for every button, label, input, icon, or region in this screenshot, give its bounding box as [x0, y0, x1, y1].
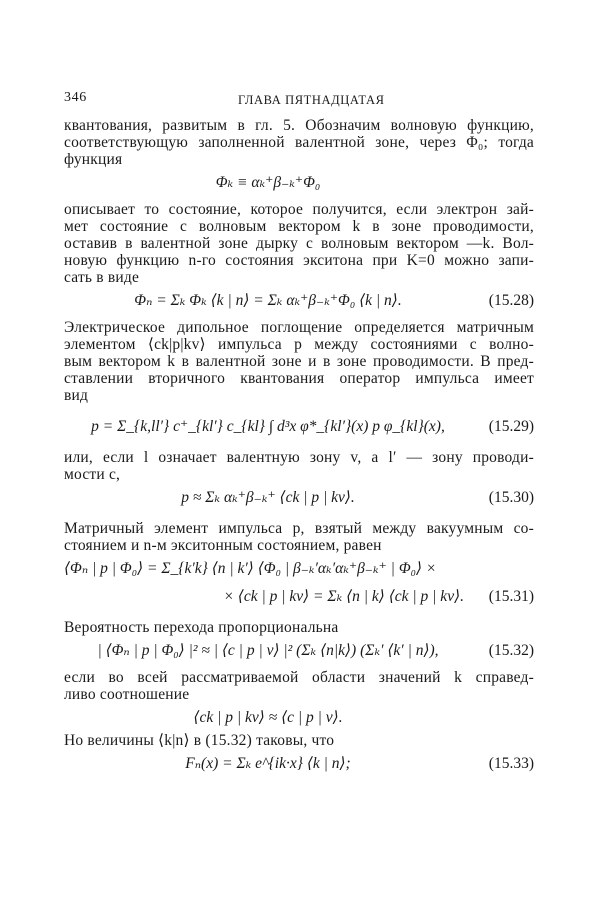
equation-15-30: p ≈ Σₖ αₖ⁺β₋ₖ⁺ ⟨ck | p | kv⟩.	[181, 489, 355, 506]
equation-number: (15.31)	[488, 588, 534, 605]
text-line: Матричный элемент импульса p, взятый между вакуумным со-	[64, 520, 534, 537]
equation-phi-k: Φₖ ≡ αₖ⁺β₋ₖ⁺Φ₀	[215, 174, 321, 191]
equation-15-33: Fₙ(x) = Σₖ e^{ik·x} ⟨k | n⟩;	[185, 755, 351, 772]
text-line: Электрическое дипольное поглощение определяется матричным	[64, 319, 534, 336]
equation-row	[64, 641, 534, 660]
text-line: ливо соотношение	[64, 686, 190, 703]
equation-number: (15.29)	[488, 418, 534, 435]
equation-15-31-part2: × ⟨ck | p | kv⟩ = Σₖ ⟨n | k⟩ ⟨ck | p | kv⟩.	[223, 588, 464, 605]
equation-number: (15.32)	[488, 642, 534, 659]
text-line: ставлении вторичного квантования оператор импульса имеет	[64, 370, 534, 387]
text-line: элементом ⟨ck|p|kv⟩ импульса p между состояниями с волно-	[64, 336, 534, 353]
text-line: оставив в валентной зоне дырку с волновым вектором —k. Вол-	[64, 235, 534, 252]
page	[64, 90, 534, 773]
text-line: если во всей рассматриваемой области значений k справед-	[64, 669, 534, 686]
text-line: новую функцию n-го состояния экситона при K=0 можно запи-	[64, 252, 534, 269]
text-line: или, если l означает валентную зону v, а l′ — зону проводи-	[64, 449, 534, 466]
equation-row	[64, 173, 534, 192]
chapter-title: ГЛАВА ПЯТНАДЦАТАЯ	[238, 93, 385, 107]
equation-number: (15.28)	[488, 292, 534, 309]
text-line: вид	[64, 387, 89, 404]
equation-number: (15.33)	[488, 755, 534, 772]
equation-row	[64, 559, 534, 578]
equation-15-29: p = Σ_{k,ll′} c⁺_{kl′} c_{kl} ∫ d³x φ*_{kl′}(x) p φ_{kl}(x),	[91, 418, 445, 435]
equation-row	[64, 708, 534, 727]
equation-approx: ⟨ck | p | kv⟩ ≈ ⟨c | p | v⟩.	[193, 709, 343, 726]
text-line: стоянием и n-м экситонным состоянием, равен	[64, 537, 382, 554]
text-line: мости c,	[64, 466, 121, 483]
equation-row	[64, 488, 534, 507]
text-line: Вероятность перехода пропорциональна	[64, 619, 339, 636]
equation-row	[64, 754, 534, 773]
text-line: функция	[64, 151, 123, 168]
page-header	[64, 90, 534, 112]
equation-row	[64, 291, 534, 310]
equation-number: (15.30)	[488, 489, 534, 506]
text-line: описывает то состояние, которое получится, если электрон зай-	[64, 201, 534, 218]
page-number: 346	[64, 90, 87, 105]
text-line: квантования, развитым в гл. 5. Обозначим волновую функцию,	[64, 117, 534, 134]
text-line: вым вектором k в валентной зоне и в зоне проводимости. В пред-	[64, 353, 534, 370]
equation-15-31-part1: ⟨Φₙ | p | Φ₀⟩ = Σ_{k′k} ⟨n | k′⟩ ⟨Φ₀ | β₋ₖ′αₖ′αₖ⁺β₋ₖ⁺ | Φ₀⟩ ×	[64, 560, 437, 577]
equation-15-28: Φₙ = Σₖ Φₖ ⟨k | n⟩ = Σₖ αₖ⁺β₋ₖ⁺Φ₀ ⟨k | n⟩.	[134, 292, 402, 309]
equation-row	[64, 417, 534, 436]
text-line: сать в виде	[64, 269, 140, 286]
equation-row	[64, 587, 534, 606]
equation-15-32: | ⟨Φₙ | p | Φ₀⟩ |² ≈ | ⟨c | p | v⟩ |² (Σₖ ⟨n|k⟩) (Σₖ′ ⟨k′ | n⟩),	[97, 642, 439, 659]
text-line: Но величины ⟨k|n⟩ в (15.32) таковы, что	[64, 732, 335, 749]
text-line: мет состояние с волновым вектором k в зоне проводимости,	[64, 218, 534, 235]
text-line: соответствующую заполненной валентной зоне, через Φ₀; тогда	[64, 134, 534, 151]
